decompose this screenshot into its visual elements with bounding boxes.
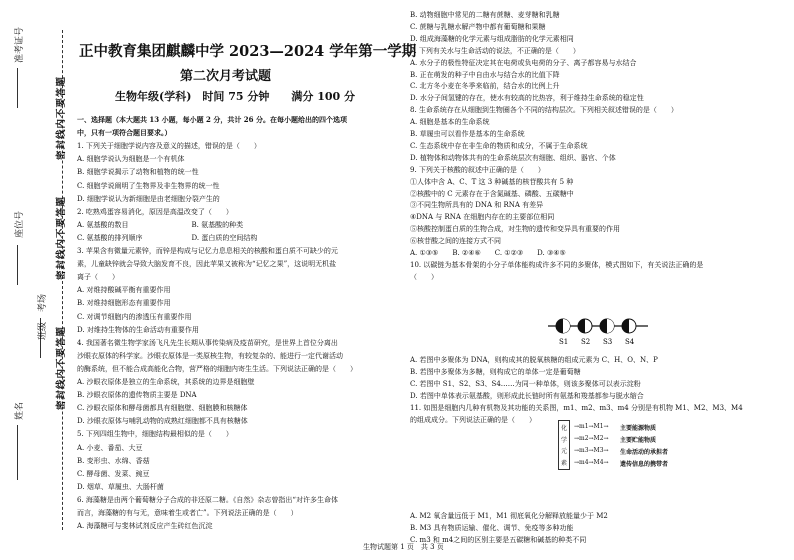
flow-row: →m3→M3→ [574,447,609,454]
text-line: D. 细胞学说认为新细胞是由老细胞分裂产生的 [77,194,220,203]
text-line: C. 若图中 S1、S2、S3、S4……为同一种单体，则该多聚体可以表示淀粉 [410,379,641,388]
text-line: A. 水分子的极性特征决定其在电荷或负电荷的分子、离子都容易与水结合 [410,58,637,67]
text-line: 的酶系统，但不能合成高能化合物，营严格的细胞内寄生生活。下列说法正确的是（ ） [77,364,357,373]
polymer-chain-diagram [548,316,648,346]
text-line: B. M3 具有物质运输、催化、调节、免疫等多种功能 [410,523,574,532]
text-line: 5. 下列四组生物中，细胞结构最相似的是（ ） [77,430,233,439]
text-line: A. 小麦、番茄、大豆 [77,443,143,452]
text-line: C. 对调节细胞内的渗透压有重要作用 [77,312,192,321]
text-line: A. 若图中多聚体为 DNA，则构成其的脱氧核糖的组成元素为 C、H、O、N、P [410,356,658,364]
text-line: D. 植物体和动物体共有的生命系统层次有细胞、组织、器官、个体 [410,153,616,162]
text-line: C. 细胞学说阐明了生物界及非生物界的统一性 [77,181,220,190]
text-line: A. M2 氧含量远低于 M1，M1 彻底氧化分解释放能量少于 M2 [410,512,608,520]
text-line: A. 沙眼衣原体是独立的生命系统，其系统的边界是细胞壁 [77,378,255,386]
text-line: ①人体中含 A、C、T 这 3 种碱基的核苷酸共有 5 种 [410,177,574,186]
exam-info: 生物年级(学科) 时间 75 分钟 满分 100 分 [115,90,355,103]
text-line: B. 对维持细胞形态有重要作用 [77,299,171,308]
text-line: B. 细胞学说揭示了动物和植物的统一性 [77,168,199,177]
text-line: A. ①③⑤ B. ②④⑥ C. ①②③ D. ③④⑤ [410,249,566,257]
text-line: 素，儿童缺锌就会导致大脑发育不良，因此苹果又被称为“记忆之果”，这说明无机盐 [77,260,337,269]
text-line: 沙眼衣原体的科学家。沙眼衣原体是一类原核生物，有较复杂的、能进行一定代谢活动 [77,351,343,360]
monomer-label: S2 [581,338,591,346]
text-line: 中，只有一项符合题目要求。） [77,128,172,138]
flow-function: 主要能源物质 [620,425,657,432]
flow-function: 生命活动的承担者 [620,449,669,456]
chem-element-char: 元 [561,448,568,455]
monomer-bead-half [622,319,629,333]
text-line: A. 细胞学说认为细胞是一个有机体 [77,155,185,164]
text-line: C. 沙眼衣原体和酵母菌都具有细胞壁、细胞膜和核糖体 [77,404,248,413]
name-label: 姓名 [15,401,25,420]
text-line: A. 对维持酸碱平衡有重要作用 [77,286,171,295]
page-footer: 生物试题第 1 页 共 3 页 [363,543,444,551]
flow-row: →m2→M2→ [574,435,609,442]
chem-element-char: 化 [561,425,568,432]
text-line: 的组成成分。下列说法正确的是（ ） [410,415,536,424]
text-line: 1. 下列关于细胞学说内容及意义的描述，错误的是（ ） [77,142,261,151]
text-line: B. 沙眼衣原体的遗传物质主要是 DNA [77,391,197,400]
text-line: （ ） [410,272,438,281]
text-line: 8. 生命系统存在从细胞到生物圈各个不同的结构层次。下列相关叙述错误的是（ ） [410,106,678,115]
text-line: 而言，海藻糖的有与无，意味着生或者亡”。下列说法正确的是（ ） [77,509,298,517]
text-line: 7. 下列有关水与生命活动的说法，不正确的是（ ） [410,46,580,55]
seal-warning-2: 密封线内不要答题 [56,195,67,280]
exam-room-label: 考场 [38,293,48,312]
text-line: ④DNA 与 RNA 在细胞内存在的主要部位相同 [410,213,555,222]
text-line: A. 细胞是基本的生命系统 [410,118,490,127]
monomer-label: S3 [603,338,613,346]
text-line: 10. 以碳链为基本骨架的小分子单体能构成许多不同的多聚体，模式图如下，有关说法正确的是 [410,260,704,269]
flow-function: 遗传信息的携带者 [620,461,669,468]
text-line: ⑤核酸控制蛋白质的生物合成，对生物的遗传和变异具有重要的作用 [410,225,620,234]
monomer-bead-half [563,319,570,333]
text-line: C. 蔗糖与乳糖水解产物中都有葡萄糖和果糖 [410,22,546,31]
text-line: 2. 吃熟鸡蛋容易消化，原因是高温改变了（ ） [77,207,233,216]
text-line: ⑥核苷酸之间的连接方式不同 [410,237,501,246]
flow-function: 主要贮能物质 [620,437,657,444]
text-line: D. 对维持生物体的生命活动有重要作用 [77,325,199,334]
seal-warning-1: 密封线内不要答题 [56,75,67,160]
text-line: 3. 苹果含有微量元素锌，而锌是构成与记忆力息息相关的核酸和蛋白质不可缺少的元 [77,247,338,255]
organic-compound-diagram [558,420,718,470]
text-line: B. 动物细胞中常见的二糖有蔗糖、麦芽糖和乳糖 [410,11,560,19]
chem-element-char: 学 [561,436,568,444]
text-line: B. 若图中多聚体为多糖，则构成它的单体一定是葡萄糖 [410,367,581,376]
flow-row: →m4→M4→ [574,459,609,466]
flow-row: →m1→M1→ [574,423,609,430]
text-line: D. 烟草、草履虫、大肠杆菌 [77,482,164,491]
seat-number-label: 座位号 [15,210,25,238]
text-line: D. 组成海藻糖的化学元素与组成脂肪的化学元素相同 [410,34,574,43]
text-line: C. 北方冬小麦在冬季来临前，结合水的比例上升 [410,82,560,91]
name-blank [17,425,18,480]
text-line: C. 氨基酸的排列顺序 D. 蛋白质的空间结构 [77,233,258,242]
text-line: 4. 我国著名微生物学家汤飞凡先生长期从事传染病及疫苗研究，是世界上首位分离出 [77,338,338,347]
text-line: B. 草履虫可以看作是基本的生命系统 [410,130,525,138]
text-line: B. 变形虫、水绵、香菇 [77,456,150,465]
text-line: D. 若图中单体表示氨基酸，则形成此长链时所有氨基和羧基都参与脱水缩合 [410,391,644,400]
class-label: 班级 [38,321,48,340]
text-line: D. 水分子间氢键的存在，使水有较高的比热容，利于维持生命系统的稳定性 [410,94,644,103]
text-line: A. 海藻糖可与斐林试剂反应产生砖红色沉淀 [77,522,213,531]
text-line: ②核酸中的 C 元素存在于含氮碱基、磷酸、五碳糖中 [410,189,574,198]
text-line: C. m3 和 m4之间的区别主要是五碳糖和碱基的种类不同 [410,535,587,544]
binding-margin [0,0,75,560]
text-line: 离子（ ） [77,273,119,282]
seat-number-blank [17,245,18,285]
seal-warning-3: 密封线内不要答题 [56,325,67,410]
text-line: C. 酵母菌、发菜、豌豆 [77,469,150,478]
text-line: A. 氨基酸的数目 B. 氨基酸的种类 [77,220,244,229]
exam-subtitle: 第二次月考试题 [180,69,272,84]
text-line: C. 生态系统中存在非生命的物质和成分，不属于生命系统 [410,141,588,150]
monomer-label: S1 [559,338,569,346]
text-line: 一、选择题（本大题共 13 小题，每小题 2 分，共计 26 分。在每小题给出的四个选项 [77,115,347,124]
text-line: 9. 下列关于核酸的叙述中正确的是（ ） [410,165,545,174]
monomer-bead-half [578,319,585,333]
monomer-bead-half [607,319,614,333]
text-line: 6. 海藻糖是由两个葡萄糖分子合成的非还原二糖。《自然》杂志曾指出“对许多生命体 [77,495,338,504]
exam-number-blank [17,68,18,108]
monomer-label: S4 [625,338,635,346]
exam-number-label: 准考证号 [15,26,25,63]
exam-title: 正中教育集团麒麟中学 2023—2024 学年第一学期 [79,43,417,60]
chem-element-char: 素 [561,459,568,467]
text-line: 11. 如图是细胞内几种有机物及其功能的关系图，m1、m2、m3、m4 分别是有机物 M1、M2、M3、M4 [410,403,743,412]
text-line: ③不同生物所具有的 DNA 和 RNA 有差异 [410,201,544,210]
text-line: D. 沙眼衣原体与哺乳动物的成熟红细胞都不具有核糖体 [77,417,248,426]
text-line: B. 正在萌发的种子中自由水与结合水的比值下降 [410,70,560,79]
